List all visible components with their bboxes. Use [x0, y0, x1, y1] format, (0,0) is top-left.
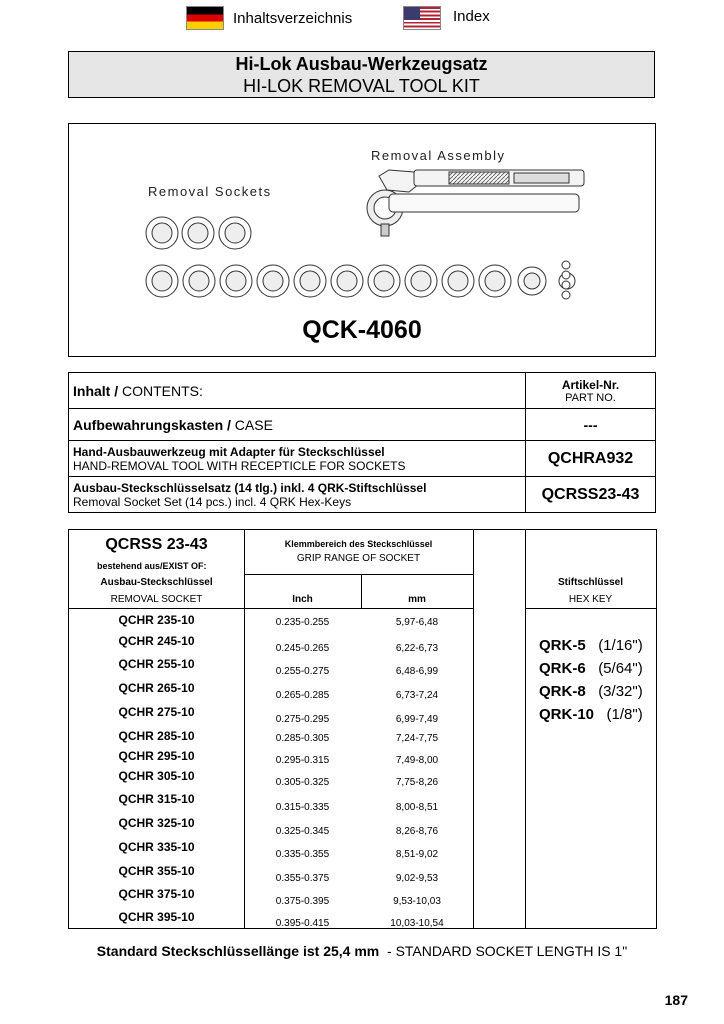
socket-grip-inch: 0.355-0.375: [275, 873, 330, 884]
socket-grip-mm: 8,26-8,76: [395, 826, 439, 837]
hex-key-name: QRK-8: [539, 683, 586, 700]
footer-note-de: Standard Steckschlüssellänge ist 25,4 mm: [96, 943, 380, 959]
partno-header-de: Artikel-Nr.: [561, 377, 620, 392]
socket-part-number: QCHR 315-10: [118, 792, 195, 806]
partno-header-en: PART NO.: [565, 391, 616, 404]
contents-row-de: Aufbewahrungskasten /: [73, 416, 231, 433]
hex-key-size: (1/8"): [606, 706, 643, 723]
socket-grip-mm: 9,53-10,03: [393, 896, 441, 907]
socket-header-de: Ausbau-Steckschlüssel: [100, 577, 213, 588]
inch-column-header: Inch: [292, 594, 313, 605]
set-name: QCRSS 23-43: [105, 536, 208, 553]
hex-key-size: (5/64"): [598, 660, 643, 677]
page-number: 187: [664, 992, 688, 1008]
german-flag-icon[interactable]: [186, 6, 224, 30]
socket-grip-inch: 0.395-0.415: [275, 918, 330, 929]
socket-grip-inch: 0.265-0.285: [275, 690, 330, 701]
socket-grip-mm: 7,75-8,26: [395, 777, 439, 788]
socket-grip-inch: 0.255-0.275: [275, 666, 330, 677]
hex-key-item: [539, 706, 643, 723]
contents-row-en: HAND-REMOVAL TOOL WITH RECEPTICLE FOR SOCKETS: [73, 458, 406, 473]
socket-grip-inch: 0.275-0.295: [275, 714, 330, 725]
removal-assembly-label: Removal Assembly: [371, 148, 506, 163]
socket-part-number: QCHR 295-10: [118, 749, 195, 763]
socket-grip-mm: 6,73-7,24: [395, 690, 439, 701]
socket-grip-mm: 8,00-8,51: [395, 802, 439, 813]
contents-row: [69, 441, 656, 477]
socket-grip-mm: 6,22-6,73: [395, 643, 439, 654]
socket-grip-inch: 0.305-0.325: [275, 777, 330, 788]
socket-part-number: QCHR 275-10: [118, 705, 195, 719]
removal-sockets-label: Removal Sockets: [148, 184, 272, 199]
footer-note: [0, 943, 724, 959]
socket-grip-mm: 9,02-9,53: [395, 873, 439, 884]
socket-grip-mm: 6,48-6,99: [395, 666, 439, 677]
title-english: HI-LOK REMOVAL TOOL KIT: [243, 76, 480, 96]
hex-key-item: [539, 637, 643, 654]
socket-part-number: QCHR 235-10: [118, 613, 195, 627]
hex-key-size: (1/16"): [598, 637, 643, 654]
contents-row-part: QCHRA932: [526, 441, 656, 477]
socket-header-en: REMOVAL SOCKET: [110, 594, 203, 605]
hex-key-name: QRK-5: [539, 637, 586, 654]
hexkey-header-en: HEX KEY: [568, 594, 613, 605]
contents-row-de: Ausbau-Steckschlüsselsatz (14 tlg.) inkl. 4 QRK-Stiftschlüssel: [73, 480, 427, 495]
kit-image: [68, 123, 656, 357]
socket-grip-inch: 0.315-0.335: [275, 802, 330, 813]
index-link[interactable]: Index: [453, 8, 490, 25]
title-german: Hi-Lok Ausbau-Werkzeugsatz: [235, 54, 488, 74]
grip-range-table: [68, 529, 657, 929]
hex-key-item: [539, 683, 643, 700]
socket-part-number: QCHR 325-10: [118, 816, 195, 830]
socket-part-number: QCHR 285-10: [118, 729, 195, 743]
socket-part-number: QCHR 395-10: [118, 910, 195, 924]
contents-row-en: Removal Socket Set (14 pcs.) incl. 4 QRK Hex-Keys: [73, 494, 352, 509]
mm-column-header: mm: [408, 594, 426, 605]
consists-of-label: bestehend aus/EXIST OF:: [97, 561, 207, 571]
socket-grip-mm: 8,51-9,02: [395, 849, 439, 860]
contents-row-part: ---: [526, 409, 656, 441]
socket-part-number: QCHR 255-10: [118, 657, 195, 671]
socket-grip-mm: 7,24-7,75: [395, 733, 439, 744]
model-number: QCK-4060: [302, 316, 422, 344]
socket-grip-inch: 0.325-0.345: [275, 826, 330, 837]
contents-row-en: CASE: [230, 416, 273, 433]
socket-part-number: QCHR 355-10: [118, 864, 195, 878]
socket-part-number: QCHR 265-10: [118, 681, 195, 695]
socket-grip-mm: 7,49-8,00: [395, 755, 439, 766]
socket-grip-inch: 0.285-0.305: [275, 733, 330, 744]
socket-grip-mm: 6,99-7,49: [395, 714, 439, 725]
contents-header-row: [69, 373, 656, 409]
hex-key-item: [539, 660, 643, 677]
socket-grip-inch: 0.335-0.355: [275, 849, 330, 860]
socket-part-number: QCHR 245-10: [118, 634, 195, 648]
hex-key-name: QRK-6: [539, 660, 586, 677]
hex-key-name: QRK-10: [539, 706, 595, 723]
hexkey-header-de: Stiftschlüssel: [557, 577, 624, 588]
table-of-contents-link[interactable]: Inhaltsverzeichnis: [233, 10, 353, 27]
page-title-box: [68, 51, 655, 98]
contents-row: [69, 477, 656, 513]
grip-range-header-en: GRIP RANGE OF SOCKET: [296, 553, 421, 564]
contents-row-de: Hand-Ausbauwerkzeug mit Adapter für Steckschlüssel: [73, 444, 385, 459]
contents-row: [69, 409, 656, 441]
contents-row-part: QCRSS23-43: [526, 477, 656, 513]
socket-grip-inch: 0.235-0.255: [275, 617, 330, 628]
socket-grip-mm: 10,03-10,54: [390, 918, 444, 929]
us-flag-icon[interactable]: [403, 6, 441, 30]
socket-grip-inch: 0.245-0.265: [275, 643, 330, 654]
grip-range-header-de: Klemmbereich des Steckschlüssel: [284, 539, 433, 549]
socket-grip-inch: 0.295-0.315: [275, 755, 330, 766]
socket-part-number: QCHR 305-10: [118, 769, 195, 783]
socket-grip-mm: 5,97-6,48: [395, 617, 439, 628]
socket-part-number: QCHR 375-10: [118, 887, 195, 901]
contents-table: [68, 372, 656, 513]
socket-part-number: QCHR 335-10: [118, 840, 195, 854]
hex-key-size: (3/32"): [598, 683, 643, 700]
socket-grip-inch: 0.375-0.395: [275, 896, 330, 907]
footer-note-en: - STANDARD SOCKET LENGTH IS 1": [379, 943, 628, 959]
contents-header-de: Inhalt /: [73, 382, 119, 399]
contents-header-en: CONTENTS:: [118, 382, 203, 399]
